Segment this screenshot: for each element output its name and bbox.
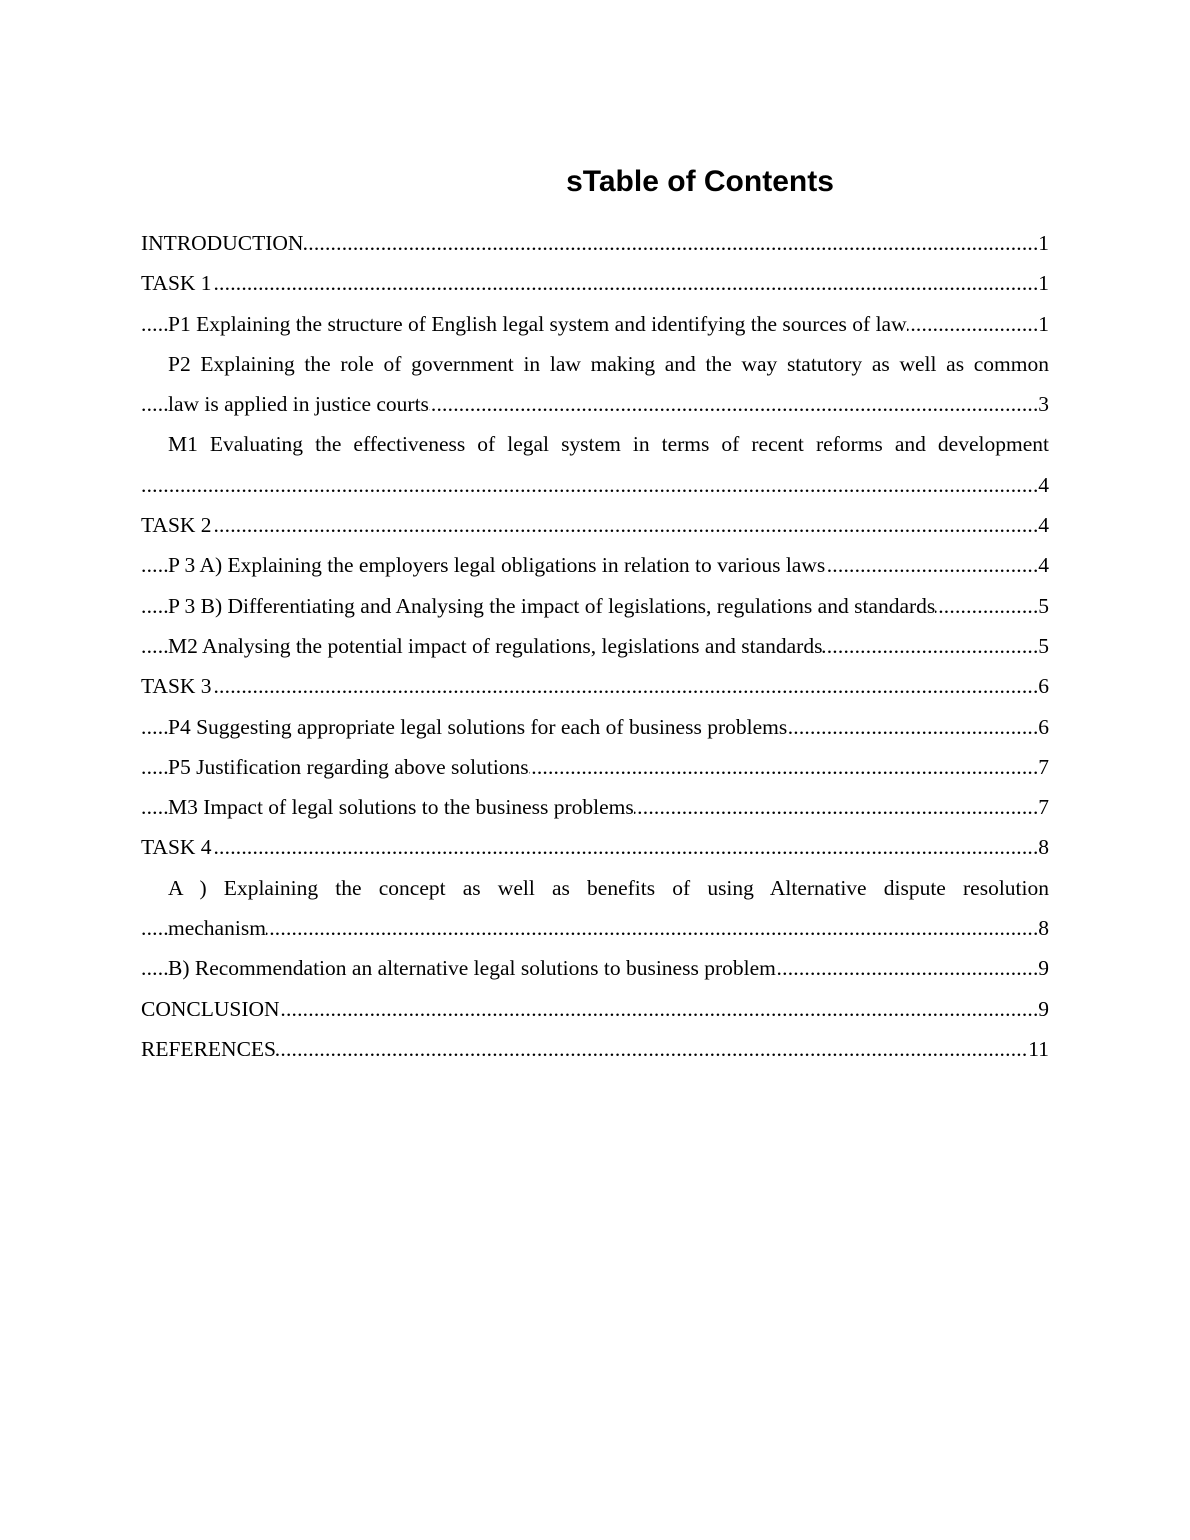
table-of-contents <box>141 223 1049 1069</box>
toc-entry-text: law is applied in justice courts <box>168 392 429 417</box>
toc-entry-page: 5 <box>1037 626 1049 666</box>
toc-entry-text: TASK 3 <box>141 674 212 699</box>
toc-entry-text: B) Recommendation an alternative legal solutions to business problem <box>168 956 776 981</box>
toc-entry-page: 4 <box>1037 545 1049 585</box>
toc-entry-page: 1 <box>1037 263 1049 303</box>
toc-entry-m1-line1[interactable] <box>141 424 1049 464</box>
toc-entry-text: TASK 1 <box>141 271 212 296</box>
toc-entry-p4[interactable] <box>141 707 1049 747</box>
toc-entry-references[interactable] <box>141 1029 1049 1069</box>
toc-entry-page: 6 <box>1037 666 1049 706</box>
toc-entry-text: P 3 A) Explaining the employers legal obligations in relation to various laws <box>168 553 826 578</box>
toc-entry-page: 9 <box>1037 989 1049 1029</box>
toc-entry-text: M3 Impact of legal solutions to the business problems <box>168 795 634 820</box>
toc-entry-text: A ) Explaining the concept as well as benefits of using Alternative dispute resolution <box>168 875 1049 900</box>
toc-entry-page: 7 <box>1037 747 1049 787</box>
toc-entry-page: 1 <box>1037 304 1049 344</box>
toc-entry-task-2[interactable] <box>141 505 1049 545</box>
toc-entry-text: REFERENCES <box>141 1036 276 1061</box>
toc-entry-p3b[interactable] <box>141 586 1049 626</box>
toc-entry-page: 11 <box>1027 1029 1049 1069</box>
toc-entry-task4b[interactable] <box>141 948 1049 988</box>
toc-entry-p1[interactable] <box>141 304 1049 344</box>
toc-entry-page: 6 <box>1037 707 1049 747</box>
toc-entry-task-4[interactable] <box>141 827 1049 867</box>
toc-entry-page: 3 <box>1037 384 1049 424</box>
toc-entry-text: INTRODUCTION <box>141 231 304 255</box>
toc-title: sTable of Contents <box>566 165 834 198</box>
toc-entry-text: P1 Explaining the structure of English legal system and identifying the sources of law <box>168 311 907 336</box>
toc-entry-m1-line2[interactable] <box>141 465 1049 505</box>
toc-entry-p5[interactable] <box>141 747 1049 787</box>
toc-entry-p2-line2[interactable] <box>141 384 1049 424</box>
toc-entry-text: P5 Justification regarding above solutions <box>168 754 529 779</box>
toc-entry-task-1[interactable] <box>141 263 1049 303</box>
toc-entry-text: TASK 4 <box>141 835 212 860</box>
toc-entry-page: 9 <box>1037 948 1049 988</box>
toc-entry-text: M1 Evaluating the effectiveness of legal system in terms of recent reforms and development <box>168 432 1049 457</box>
toc-entry-task-3[interactable] <box>141 666 1049 706</box>
toc-entry-page: 8 <box>1037 827 1049 867</box>
toc-entry-m2[interactable] <box>141 626 1049 666</box>
toc-entry-page: 4 <box>1037 465 1049 505</box>
toc-entry-page: 7 <box>1037 787 1049 827</box>
toc-entry-p2-line1[interactable] <box>141 344 1049 384</box>
toc-entry-introduction[interactable] <box>141 223 1049 263</box>
toc-entry-text: P 3 B) Differentiating and Analysing the impact of legislations, regulations and standards <box>168 593 936 618</box>
toc-entry-text: TASK 2 <box>141 513 212 538</box>
toc-entry-page: 5 <box>1037 586 1049 626</box>
toc-entry-p3a[interactable] <box>141 545 1049 585</box>
toc-entry-text: P4 Suggesting appropriate legal solutions for each of business problems <box>168 714 788 739</box>
toc-entry-page: 1 <box>1037 223 1049 263</box>
toc-entry-task4a-line2[interactable] <box>141 908 1049 948</box>
toc-entry-m3[interactable] <box>141 787 1049 827</box>
toc-entry-task4a-line1[interactable] <box>141 868 1049 908</box>
toc-entry-page: 4 <box>1037 505 1049 545</box>
toc-entry-page: 8 <box>1037 908 1049 948</box>
toc-entry-text: P2 Explaining the role of government in law making and the way statutory as well as common <box>168 351 1049 376</box>
toc-entry-text: CONCLUSION <box>141 996 280 1021</box>
toc-entry-text: mechanism <box>168 916 266 941</box>
toc-entry-text: M2 Analysing the potential impact of regulations, legislations and standards <box>168 633 823 658</box>
toc-entry-conclusion[interactable] <box>141 989 1049 1029</box>
